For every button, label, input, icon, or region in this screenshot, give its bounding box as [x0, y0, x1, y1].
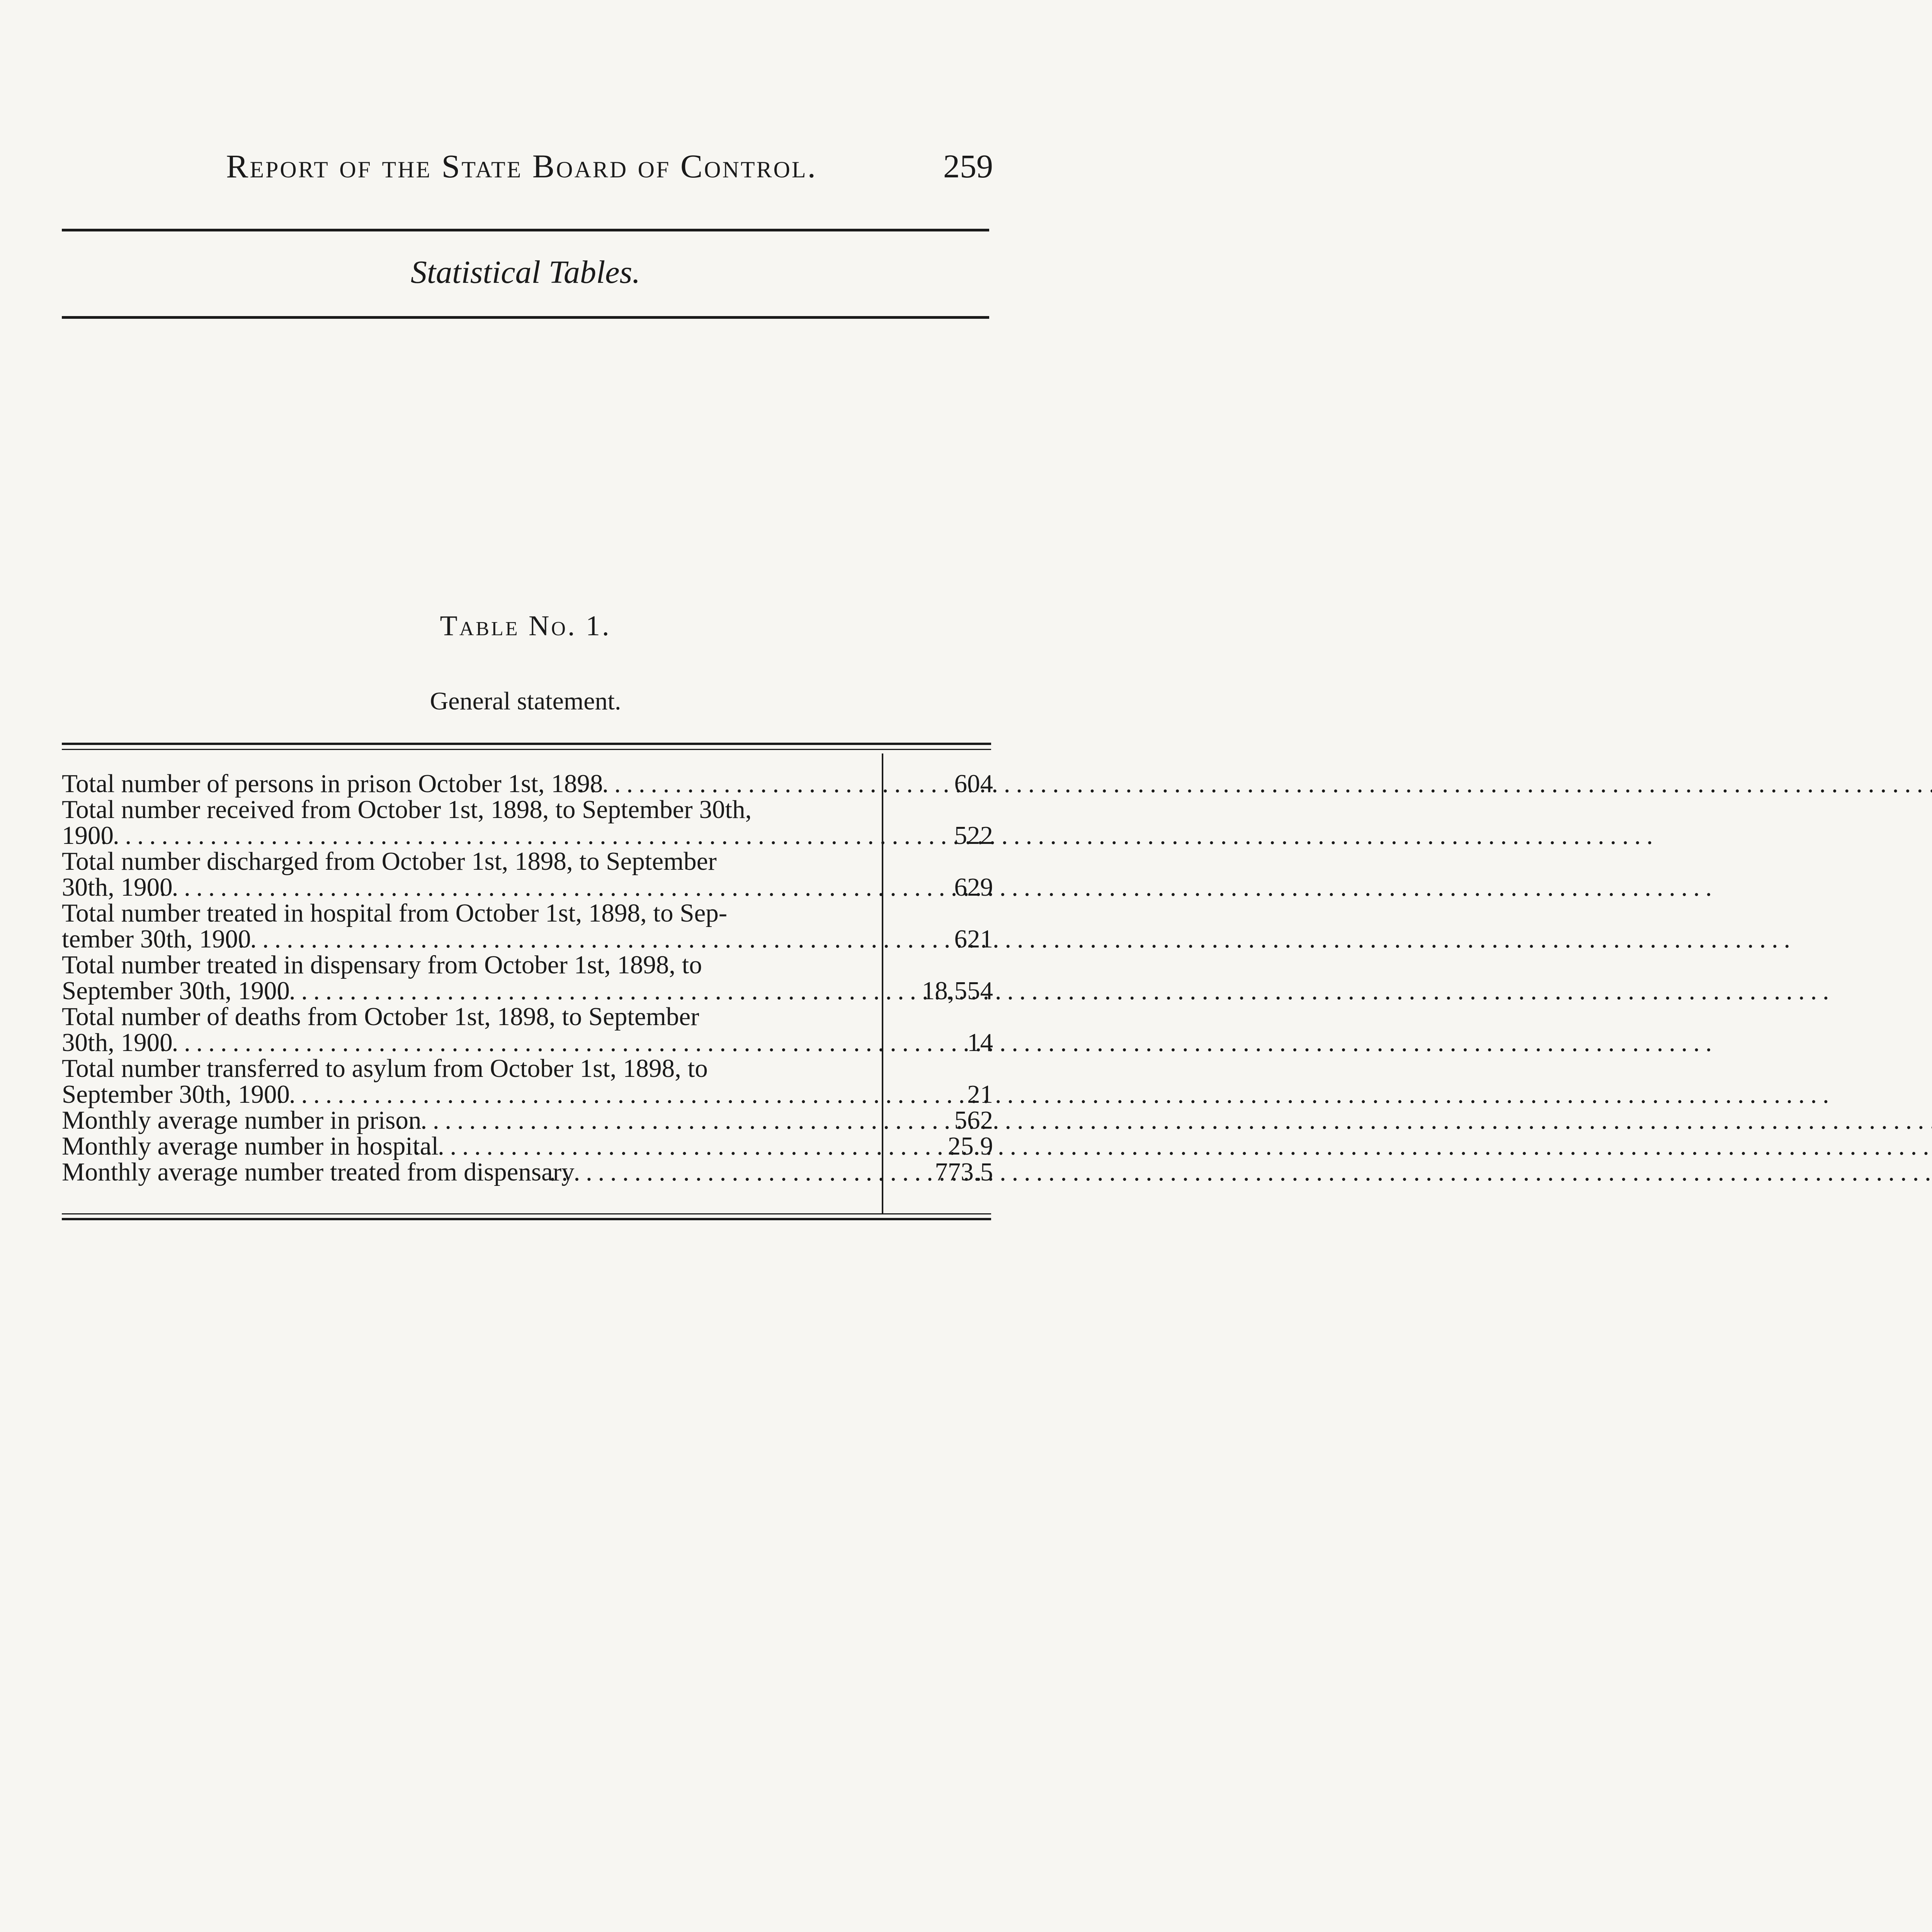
section-title: Statistical Tables.	[410, 254, 641, 290]
table-rule-top-thin	[62, 749, 991, 750]
table-row	[62, 1107, 993, 1133]
row-label-lead: Total number received from October 1st, 1898, to September 30th,	[62, 795, 752, 824]
leader-dots	[421, 1107, 1932, 1133]
row-value: 18,554	[922, 976, 993, 1005]
row-label: tember 30th, 1900	[62, 925, 251, 953]
table-row	[62, 797, 993, 849]
table-rule-bottom-thick	[62, 1218, 991, 1220]
row-label: 30th, 1900	[62, 873, 173, 901]
row-label-lead: Total number transferred to asylum from October 1st, 1898, to	[62, 1054, 708, 1083]
row-label: 1900	[62, 821, 114, 850]
row-label: 30th, 1900	[62, 1028, 173, 1057]
row-value: 629	[954, 873, 993, 901]
row-label: Monthly average number treated from dispensary	[62, 1158, 575, 1186]
row-label: Total number of persons in prison October 1st, 1898	[62, 769, 603, 798]
table-row	[62, 1133, 993, 1159]
running-title: Report of the State Board of Control.	[226, 148, 817, 185]
row-value: 14	[967, 1028, 993, 1057]
leader-dots	[439, 1133, 1932, 1159]
row-label: September 30th, 1900	[62, 976, 290, 1005]
row-label-lead: Total number of deaths from October 1st, 1898, to September	[62, 1002, 699, 1031]
row-value: 604	[954, 769, 993, 798]
leader-dots	[290, 978, 1829, 1004]
leader-dots	[290, 1082, 1829, 1107]
leader-dots	[603, 771, 1932, 797]
table-row	[62, 952, 993, 1004]
row-value: 621	[954, 925, 993, 953]
row-label: September 30th, 1900	[62, 1080, 290, 1109]
table-row	[62, 1004, 993, 1056]
row-label-lead: Total number treated in dispensary from October 1st, 1898, to	[62, 951, 702, 979]
leader-dots	[251, 926, 1790, 952]
row-label: Monthly average number in prison	[62, 1106, 422, 1134]
page-number: 259	[943, 148, 993, 185]
row-value: 562	[954, 1106, 993, 1134]
table-row	[62, 900, 993, 952]
table-row	[62, 849, 993, 900]
leader-dots	[575, 1159, 1932, 1185]
row-value: 21	[967, 1080, 993, 1109]
row-label-lead: Total number treated in hospital from October 1st, 1898, to Sep-	[62, 899, 728, 927]
table-subtitle: General statement.	[430, 687, 621, 715]
row-value: 522	[954, 821, 993, 850]
table-rule-top-thick	[62, 743, 991, 745]
header-rule-bottom	[62, 316, 989, 319]
table-row	[62, 771, 993, 797]
header-rule-top	[62, 229, 989, 231]
row-label: Monthly average number in hospital	[62, 1132, 439, 1160]
table-title: Table No. 1.	[440, 610, 611, 642]
table-rule-bottom-thin	[62, 1213, 991, 1214]
row-label-lead: Total number discharged from October 1st, 1898, to September	[62, 847, 717, 876]
row-value: 25.9	[947, 1132, 993, 1160]
table-row	[62, 1056, 993, 1107]
statement-table	[62, 771, 993, 1185]
row-value: 773.5	[935, 1158, 993, 1186]
table-row	[62, 1159, 993, 1185]
